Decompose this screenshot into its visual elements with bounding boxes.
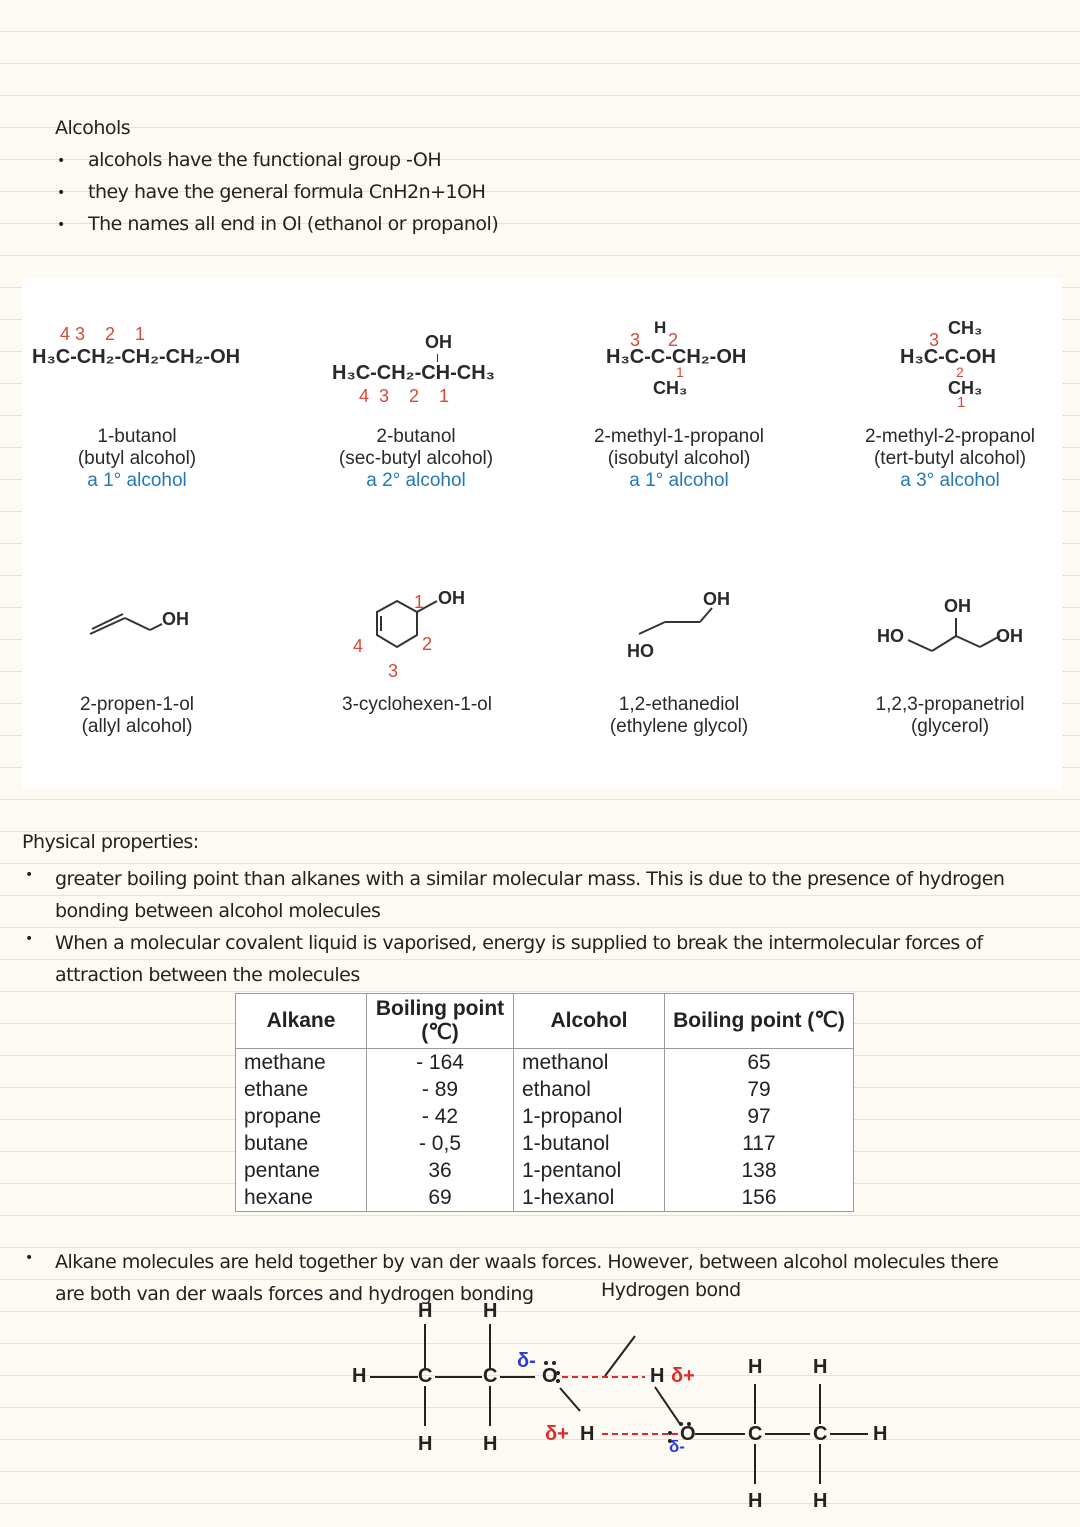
table-cell: 117 [665, 1130, 854, 1157]
compound-common-name: (isobutyl alcohol) [607, 448, 751, 469]
table-cell: - 0,5 [367, 1130, 514, 1157]
glycerol-skeleton [908, 618, 1000, 651]
table-row [236, 1130, 854, 1157]
oh-label: OH [703, 589, 730, 609]
structures-panel [22, 278, 1062, 788]
section-title-alcohols: Alcohols [55, 117, 131, 139]
table-cell: methane [236, 1049, 367, 1077]
note-line: The names all end in Ol (ethanol or propanol) [88, 213, 499, 235]
compound-common-name: (sec-butyl alcohol) [338, 448, 494, 469]
compound-common-name: (butyl alcohol) [77, 448, 197, 469]
compound-name: 2-methyl-1-propanol [593, 426, 765, 447]
table-cell: 1-pentanol [514, 1157, 665, 1184]
bullet-dot: • [25, 867, 34, 883]
oh-label: OH [996, 626, 1023, 646]
carbon-number: 3 [630, 330, 641, 350]
oh-label: OH [944, 596, 971, 616]
alcohol-class: a 2° alcohol [366, 470, 466, 491]
table-cell: 79 [665, 1076, 854, 1103]
ethylene-glycol-skeleton [639, 608, 712, 634]
atom-h: H [873, 1423, 888, 1445]
atom-h: H [813, 1490, 828, 1512]
allyl-skeleton [90, 614, 162, 634]
hydrogen-bond-label: Hydrogen bond [601, 1279, 741, 1301]
atom-o: O [680, 1423, 696, 1445]
compound-caption [322, 694, 512, 716]
atom-h: H [418, 1300, 433, 1322]
table-cell: - 89 [367, 1076, 514, 1103]
carbon-number: 3 [388, 661, 399, 681]
table-cell: methanol [514, 1049, 665, 1077]
table-cell: 1-hexanol [514, 1184, 665, 1212]
compound-name: 1,2,3-propanetriol [875, 694, 1025, 715]
table-header: Alkane [236, 994, 367, 1049]
atom-c: C [813, 1423, 828, 1445]
oh-label: OH [425, 332, 452, 352]
table-row [236, 1184, 854, 1212]
atom-h: H [813, 1356, 828, 1378]
carbon-number: 1 [957, 394, 966, 411]
compound-name: 1-butanol [97, 426, 177, 447]
table-row [236, 1157, 854, 1184]
structural-formula: H₃C-C-OH [900, 346, 996, 368]
carbon-number: 2 [956, 364, 964, 380]
table-cell: 97 [665, 1103, 854, 1130]
alcohol-class: a 1° alcohol [629, 470, 729, 491]
carbon-number: 3 [929, 330, 940, 350]
compound-caption [57, 694, 217, 738]
atom-o: O [542, 1365, 558, 1387]
table-header: Alcohol [514, 994, 665, 1049]
compound-common-name: (glycerol) [910, 716, 990, 737]
alcohol-class: a 1° alcohol [87, 470, 187, 491]
delta-plus: δ+ [671, 1365, 695, 1387]
carbon-number: 4 [353, 636, 364, 656]
oh-label: OH [162, 609, 189, 629]
note-paragraph: Alkane molecules are held together by van der waals forces. However, between alcohol molecules there are both van der waals forces and hydrogen bonding [55, 1251, 999, 1305]
alcohol-class: a 3° alcohol [900, 470, 1000, 491]
carbon-number: 2 [668, 330, 679, 350]
table-cell: hexane [236, 1184, 367, 1212]
compound-name: 2-methyl-2-propanol [864, 426, 1036, 447]
atom-h: H [748, 1356, 763, 1378]
carbon-number: 1 [414, 592, 425, 612]
note-line: alcohols have the functional group -OH [88, 149, 442, 171]
atom-h: H [483, 1300, 498, 1322]
ch3-label: CH₃ [948, 318, 983, 338]
compound-caption [587, 694, 771, 738]
note-line: they have the general formula CnH2n+1OH [88, 181, 486, 203]
atom-c: C [748, 1423, 763, 1445]
table-header: Boiling point (℃) [367, 994, 514, 1049]
atom-h: H [580, 1423, 595, 1445]
ho-label: HO [877, 626, 904, 646]
bullet-dot: • [57, 153, 66, 169]
compound-common-name: (ethylene glycol) [609, 716, 749, 737]
atom-c: C [418, 1365, 433, 1387]
table-cell: butane [236, 1130, 367, 1157]
table-cell: propane [236, 1103, 367, 1130]
table-cell: 65 [665, 1049, 854, 1077]
structural-formula: H₃C-CH₂-CH-CH₃ [332, 362, 495, 384]
atom-h: H [352, 1365, 367, 1387]
compound-name: 3-cyclohexen-1-ol [342, 694, 492, 715]
atom-h: H [650, 1365, 665, 1387]
atom-h: H [418, 1433, 433, 1455]
boiling-point-table [235, 993, 854, 1212]
structural-formula: H₃C-CH₂-CH₂-CH₂-OH [32, 346, 241, 368]
ch3-label: CH₃ [948, 378, 983, 398]
delta-plus: δ+ [545, 1423, 569, 1445]
carbon-numbers: 4 3 2 1 [60, 324, 146, 344]
ho-label: HO [627, 641, 654, 661]
oh-label: OH [438, 588, 465, 608]
compound-common-name: (tert-butyl alcohol) [873, 448, 1027, 469]
carbon-number: 1 [676, 364, 684, 380]
table-row [236, 1103, 854, 1130]
compound-name: 2-propen-1-ol [79, 694, 195, 715]
table-cell: 36 [367, 1157, 514, 1184]
section-title-physical: Physical properties: [22, 831, 199, 853]
hydrogen-bond-diagram [340, 1296, 900, 1516]
table-cell: 156 [665, 1184, 854, 1212]
table-header: Boiling point (℃) [665, 994, 854, 1049]
table-row [236, 1049, 854, 1077]
table-row [236, 1076, 854, 1103]
table-cell: ethanol [514, 1076, 665, 1103]
table-cell: 69 [367, 1184, 514, 1212]
compound-caption [860, 694, 1040, 738]
compound-common-name: (allyl alcohol) [81, 716, 193, 737]
compound-name: 1,2-ethanediol [618, 694, 740, 715]
table-cell: 1-propanol [514, 1103, 665, 1130]
table-cell: - 164 [367, 1049, 514, 1077]
bullet-dot: • [25, 931, 34, 947]
table-cell: ethane [236, 1076, 367, 1103]
table-cell: 138 [665, 1157, 854, 1184]
structural-formula: H₃C-C-CH₂-OH [606, 346, 747, 368]
note-paragraph: greater boiling point than alkanes with a similar molecular mass. This is due to the presence of hydrogen bonding between alcohol molecules [55, 868, 1005, 922]
carbon-number: 2 [422, 634, 433, 654]
table-header-row [236, 994, 854, 1049]
atom-h: H [748, 1490, 763, 1512]
ch3-label: CH₃ [653, 378, 688, 398]
table-cell: 1-butanol [514, 1130, 665, 1157]
compound-name: 2-butanol [376, 426, 456, 447]
bullet-dot: • [57, 185, 66, 201]
delta-minus: δ- [517, 1350, 536, 1372]
table-cell: - 42 [367, 1103, 514, 1130]
table-cell: pentane [236, 1157, 367, 1184]
carbon-numbers: 4 3 2 1 [359, 386, 450, 406]
delta-minus: δ- [669, 1437, 685, 1456]
bullet-dot: • [57, 217, 66, 233]
bullet-dot: • [25, 1250, 34, 1266]
note-paragraph: When a molecular covalent liquid is vaporised, energy is supplied to break the intermolecular forces of attraction between the molecules [55, 932, 983, 986]
h-label: H [654, 318, 667, 337]
atom-h: H [483, 1433, 498, 1455]
atom-c: C [483, 1365, 498, 1387]
